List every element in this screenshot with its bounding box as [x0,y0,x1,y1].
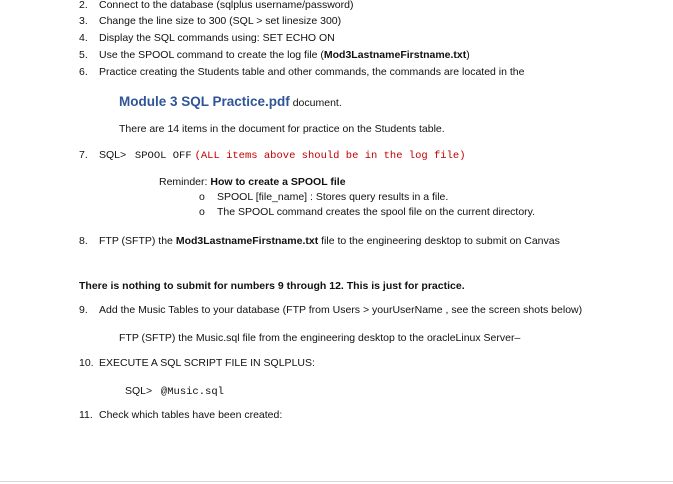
spool-off-command: SPOOL OFF [134,150,192,162]
item-number: 10. [79,357,94,369]
item-text: Practice creating the Students table and other commands, the commands are located in the [99,66,525,78]
sql-prompt: SQL> [99,149,127,161]
item-text: Use the SPOOL command to create the log file ( [99,49,324,61]
item-text: Change the line size to 300 (SQL > set linesize 300) [99,15,342,27]
list-item-3 [79,15,341,27]
list-item-2 [79,0,353,11]
submit-file-name: Mod3LastnameFirstname.txt [175,235,319,247]
list-item-11 [79,409,282,421]
document-title: Module 3 SQL Practice.pdf [119,94,290,109]
list-item-9 [79,304,582,316]
item-number: 4. [79,32,88,44]
log-file-name: Mod3LastnameFirstname.txt [323,49,467,61]
list-item-10 [79,357,315,369]
reminder-title: How to create a SPOOL file [210,176,346,188]
item-text: Check which tables have been created: [99,409,283,421]
item-text: FTP (SFTP) the [99,235,176,247]
item-number: 6. [79,66,88,78]
item-number: 8. [79,235,88,247]
item-number: 11. [79,409,93,421]
reminder-bullet [199,206,535,218]
document-suffix: document. [289,97,342,109]
reminder-heading [159,176,346,188]
list-item-5: 5. Use the SPOOL command to create the log file (Mod3LastnameFirstname.txt) [79,49,470,61]
spool-comment: (ALL items above should be in the log file) [194,150,466,162]
sql-prompt: SQL> [125,385,153,397]
reminder-label: Reminder: [159,176,211,188]
list-item-4 [79,32,335,44]
page-divider [0,481,673,482]
item-text: Add the Music Tables to your database (FTP from Users > yourUserName , see the screen shots below) [99,304,583,316]
bullet-icon: o [199,206,205,218]
item-number: 7. [79,149,88,161]
item-number: 3. [79,15,88,27]
bullet-text: The SPOOL command creates the spool file on the current directory. [217,206,536,218]
ftp-note: FTP (SFTP) the Music.sql file from the engineering desktop to the oracleLinux Server– [119,332,521,344]
item-number: 2. [79,0,88,11]
list-item-7 [79,149,466,162]
bullet-icon: o [199,191,205,203]
list-item-6 [79,66,525,78]
item-number: 9. [79,304,88,316]
practice-note: There are 14 items in the document for practice on the Students table. [119,123,445,135]
item-number: 5. [79,49,88,61]
reminder-bullet [199,191,448,203]
bullet-text: SPOOL [file_name] : Stores query results in a file. [217,191,449,203]
list-item-8: 8. FTP (SFTP) the Mod3LastnameFirstname.txt file to the engineering desktop to submit on Canvas [79,235,560,247]
item-text: Connect to the database (sqlplus username/password) [99,0,354,11]
item-text: Display the SQL commands using: SET ECHO ON [99,32,335,44]
item-text: EXECUTE A SQL SCRIPT FILE IN SQLPLUS: [99,357,315,369]
practice-notice: There is nothing to submit for numbers 9 through 12. This is just for practice. [79,280,465,292]
run-script-command: @Music.sql [160,386,224,398]
sql-script-command [125,385,224,398]
document-reference [119,94,342,109]
